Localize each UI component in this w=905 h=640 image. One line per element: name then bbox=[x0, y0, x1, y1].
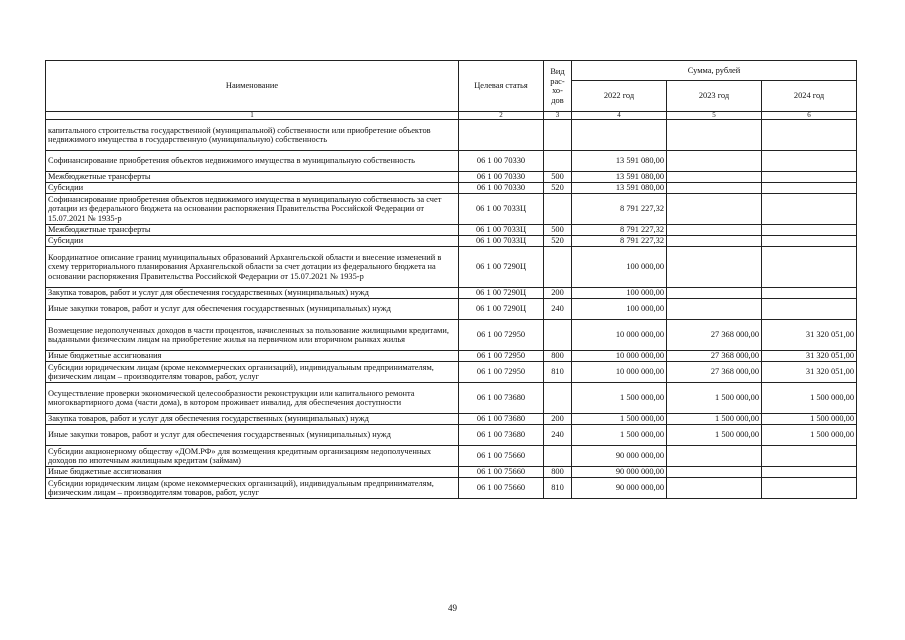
row-name: Иные бюджетные ассигнования bbox=[46, 351, 459, 362]
row-expense-kind bbox=[544, 194, 572, 225]
row-sum-2024 bbox=[762, 225, 857, 236]
row-sum-2023 bbox=[667, 288, 762, 299]
row-expense-kind: 200 bbox=[544, 288, 572, 299]
page-number: 49 bbox=[448, 603, 457, 613]
row-sum-2023: 1 500 000,00 bbox=[667, 414, 762, 425]
row-target-code: 06 1 00 73680 bbox=[459, 383, 544, 414]
row-expense-kind: 520 bbox=[544, 236, 572, 247]
row-expense-kind: 500 bbox=[544, 225, 572, 236]
row-sum-2022: 100 000,00 bbox=[572, 247, 667, 288]
header-target-article: Целевая статья bbox=[459, 61, 544, 112]
row-name: Осуществление проверки экономической целесообразности реконструкции или капитального ремонта многоквартирного дома (части дома), в котором проживает инвалид, для обеспечения доступности bbox=[46, 383, 459, 414]
row-expense-kind: 240 bbox=[544, 299, 572, 320]
row-expense-kind: 800 bbox=[544, 351, 572, 362]
row-sum-2022: 10 000 000,00 bbox=[572, 351, 667, 362]
header-year-2024: 2024 год bbox=[762, 81, 857, 112]
table-row bbox=[46, 288, 857, 299]
row-name: Закупка товаров, работ и услуг для обеспечения государственных (муниципальных) нужд bbox=[46, 288, 459, 299]
row-sum-2023 bbox=[667, 236, 762, 247]
row-sum-2024 bbox=[762, 288, 857, 299]
row-target-code: 06 1 00 70330 bbox=[459, 172, 544, 183]
row-sum-2023 bbox=[667, 183, 762, 194]
budget-table bbox=[45, 60, 857, 499]
row-target-code: 06 1 00 75660 bbox=[459, 467, 544, 478]
table-row bbox=[46, 467, 857, 478]
column-number: 4 bbox=[572, 112, 667, 120]
row-expense-kind bbox=[544, 320, 572, 351]
row-sum-2022: 90 000 000,00 bbox=[572, 478, 667, 499]
row-sum-2022: 1 500 000,00 bbox=[572, 383, 667, 414]
row-sum-2023: 1 500 000,00 bbox=[667, 425, 762, 446]
table-row bbox=[46, 120, 857, 151]
row-sum-2022: 13 591 080,00 bbox=[572, 183, 667, 194]
table-row bbox=[46, 414, 857, 425]
row-expense-kind bbox=[544, 247, 572, 288]
row-sum-2023 bbox=[667, 120, 762, 151]
row-name: Субсидии bbox=[46, 183, 459, 194]
row-target-code: 06 1 00 7290Ц bbox=[459, 247, 544, 288]
row-name: Координатное описание границ муниципальных образований Архангельской области и внесение изменений в схему территориального планирования Архангельской области за счет дотации из федерального бюджета на основании распоряжения Правительства Российской Федерации от 15.07.2021 № 1935-р bbox=[46, 247, 459, 288]
row-target-code: 06 1 00 7290Ц bbox=[459, 299, 544, 320]
table-row bbox=[46, 446, 857, 467]
row-sum-2023 bbox=[667, 446, 762, 467]
row-sum-2023 bbox=[667, 151, 762, 172]
row-sum-2024 bbox=[762, 151, 857, 172]
row-sum-2023 bbox=[667, 225, 762, 236]
row-sum-2022: 8 791 227,32 bbox=[572, 236, 667, 247]
row-target-code: 06 1 00 72950 bbox=[459, 362, 544, 383]
row-expense-kind bbox=[544, 446, 572, 467]
table-row bbox=[46, 194, 857, 225]
row-sum-2024: 31 320 051,00 bbox=[762, 362, 857, 383]
header-year-2023: 2023 год bbox=[667, 81, 762, 112]
table-row bbox=[46, 172, 857, 183]
row-sum-2023 bbox=[667, 467, 762, 478]
table-row bbox=[46, 351, 857, 362]
table-row bbox=[46, 478, 857, 499]
row-name: Межбюджетные трансферты bbox=[46, 225, 459, 236]
row-sum-2022: 1 500 000,00 bbox=[572, 414, 667, 425]
row-sum-2023: 27 368 000,00 bbox=[667, 320, 762, 351]
row-sum-2022 bbox=[572, 120, 667, 151]
row-expense-kind: 810 bbox=[544, 478, 572, 499]
header-year-2022: 2022 год bbox=[572, 81, 667, 112]
row-sum-2024 bbox=[762, 467, 857, 478]
row-target-code: 06 1 00 72950 bbox=[459, 320, 544, 351]
row-name: Возмещение недополученных доходов в части процентов, начисленных за пользование жилищными кредитами, выданными физическим лицам на приобретение жилья на первичном или вторичном рынках жилья bbox=[46, 320, 459, 351]
table-row bbox=[46, 299, 857, 320]
row-name: Межбюджетные трансферты bbox=[46, 172, 459, 183]
row-sum-2024: 1 500 000,00 bbox=[762, 414, 857, 425]
row-name: Субсидии юридическим лицам (кроме некоммерческих организаций), индивидуальным предпринимателям, физическим лицам – производителям товаров, работ, услуг bbox=[46, 362, 459, 383]
table-row bbox=[46, 362, 857, 383]
column-number: 2 bbox=[459, 112, 544, 120]
row-sum-2023: 27 368 000,00 bbox=[667, 351, 762, 362]
row-sum-2023 bbox=[667, 247, 762, 288]
table-row bbox=[46, 183, 857, 194]
row-name: Иные бюджетные ассигнования bbox=[46, 467, 459, 478]
column-number: 5 bbox=[667, 112, 762, 120]
row-target-code: 06 1 00 73680 bbox=[459, 425, 544, 446]
row-sum-2022: 90 000 000,00 bbox=[572, 446, 667, 467]
row-sum-2024 bbox=[762, 194, 857, 225]
row-target-code bbox=[459, 120, 544, 151]
row-name: капитального строительства государственной (муниципальной) собственности или приобретение объектов недвижимого имущества в государственную (муниципальную) собственность bbox=[46, 120, 459, 151]
row-sum-2022: 100 000,00 bbox=[572, 299, 667, 320]
row-sum-2022: 13 591 080,00 bbox=[572, 151, 667, 172]
column-number: 3 bbox=[544, 112, 572, 120]
table-row bbox=[46, 425, 857, 446]
row-target-code: 06 1 00 7033Ц bbox=[459, 194, 544, 225]
row-name: Иные закупки товаров, работ и услуг для обеспечения государственных (муниципальных) нужд bbox=[46, 425, 459, 446]
row-name: Субсидии bbox=[46, 236, 459, 247]
row-sum-2024 bbox=[762, 183, 857, 194]
row-name: Софинансирование приобретения объектов недвижимого имущества в муниципальную собственность за счет дотации из федерального бюджета на основании распоряжения Правительства Российской Федерации от 15.07.2021 № 1935-р bbox=[46, 194, 459, 225]
row-sum-2022: 10 000 000,00 bbox=[572, 320, 667, 351]
row-sum-2024 bbox=[762, 478, 857, 499]
column-number: 6 bbox=[762, 112, 857, 120]
table-row bbox=[46, 383, 857, 414]
row-expense-kind bbox=[544, 151, 572, 172]
table-row bbox=[46, 320, 857, 351]
row-sum-2024: 1 500 000,00 bbox=[762, 383, 857, 414]
row-target-code: 06 1 00 7033Ц bbox=[459, 236, 544, 247]
row-sum-2022: 8 791 227,32 bbox=[572, 194, 667, 225]
row-sum-2023 bbox=[667, 194, 762, 225]
row-sum-2023: 1 500 000,00 bbox=[667, 383, 762, 414]
row-sum-2024 bbox=[762, 247, 857, 288]
column-number: 1 bbox=[46, 112, 459, 120]
row-expense-kind: 240 bbox=[544, 425, 572, 446]
row-name: Субсидии юридическим лицам (кроме некоммерческих организаций), индивидуальным предпринимателям, физическим лицам – производителям товаров, работ, услуг bbox=[46, 478, 459, 499]
row-expense-kind: 200 bbox=[544, 414, 572, 425]
row-sum-2023: 27 368 000,00 bbox=[667, 362, 762, 383]
row-target-code: 06 1 00 75660 bbox=[459, 478, 544, 499]
header-expense-kind: Вид рас-хо-дов bbox=[544, 61, 572, 112]
row-sum-2022: 13 591 080,00 bbox=[572, 172, 667, 183]
row-sum-2022: 100 000,00 bbox=[572, 288, 667, 299]
row-expense-kind: 810 bbox=[544, 362, 572, 383]
row-sum-2022: 10 000 000,00 bbox=[572, 362, 667, 383]
header-sum: Сумма, рублей bbox=[572, 61, 857, 81]
row-sum-2024: 31 320 051,00 bbox=[762, 320, 857, 351]
row-name: Софинансирование приобретения объектов недвижимого имущества в муниципальную собственность bbox=[46, 151, 459, 172]
row-sum-2024 bbox=[762, 446, 857, 467]
row-sum-2022: 1 500 000,00 bbox=[572, 425, 667, 446]
row-expense-kind: 800 bbox=[544, 467, 572, 478]
row-target-code: 06 1 00 72950 bbox=[459, 351, 544, 362]
row-sum-2024 bbox=[762, 299, 857, 320]
row-target-code: 06 1 00 73680 bbox=[459, 414, 544, 425]
row-expense-kind bbox=[544, 383, 572, 414]
table-row bbox=[46, 151, 857, 172]
row-name: Субсидии акционерному обществу «ДОМ.РФ» для возмещения кредитным организациям недополученных доходов по ипотечным жилищным кредитам (займам) bbox=[46, 446, 459, 467]
row-target-code: 06 1 00 70330 bbox=[459, 183, 544, 194]
header-name: Наименование bbox=[46, 61, 459, 112]
row-target-code: 06 1 00 7033Ц bbox=[459, 225, 544, 236]
row-sum-2022: 8 791 227,32 bbox=[572, 225, 667, 236]
row-sum-2024: 31 320 051,00 bbox=[762, 351, 857, 362]
table-row bbox=[46, 225, 857, 236]
row-expense-kind: 520 bbox=[544, 183, 572, 194]
row-target-code: 06 1 00 70330 bbox=[459, 151, 544, 172]
row-target-code: 06 1 00 7290Ц bbox=[459, 288, 544, 299]
table-row bbox=[46, 247, 857, 288]
row-sum-2024 bbox=[762, 236, 857, 247]
row-name: Закупка товаров, работ и услуг для обеспечения государственных (муниципальных) нужд bbox=[46, 414, 459, 425]
row-sum-2023 bbox=[667, 478, 762, 499]
row-target-code: 06 1 00 75660 bbox=[459, 446, 544, 467]
row-sum-2023 bbox=[667, 172, 762, 183]
column-number-row bbox=[46, 112, 857, 120]
row-sum-2023 bbox=[667, 299, 762, 320]
row-sum-2024: 1 500 000,00 bbox=[762, 425, 857, 446]
row-expense-kind: 500 bbox=[544, 172, 572, 183]
table-row bbox=[46, 236, 857, 247]
row-sum-2024 bbox=[762, 172, 857, 183]
row-sum-2024 bbox=[762, 120, 857, 151]
row-sum-2022: 90 000 000,00 bbox=[572, 467, 667, 478]
row-expense-kind bbox=[544, 120, 572, 151]
row-name: Иные закупки товаров, работ и услуг для обеспечения государственных (муниципальных) нужд bbox=[46, 299, 459, 320]
